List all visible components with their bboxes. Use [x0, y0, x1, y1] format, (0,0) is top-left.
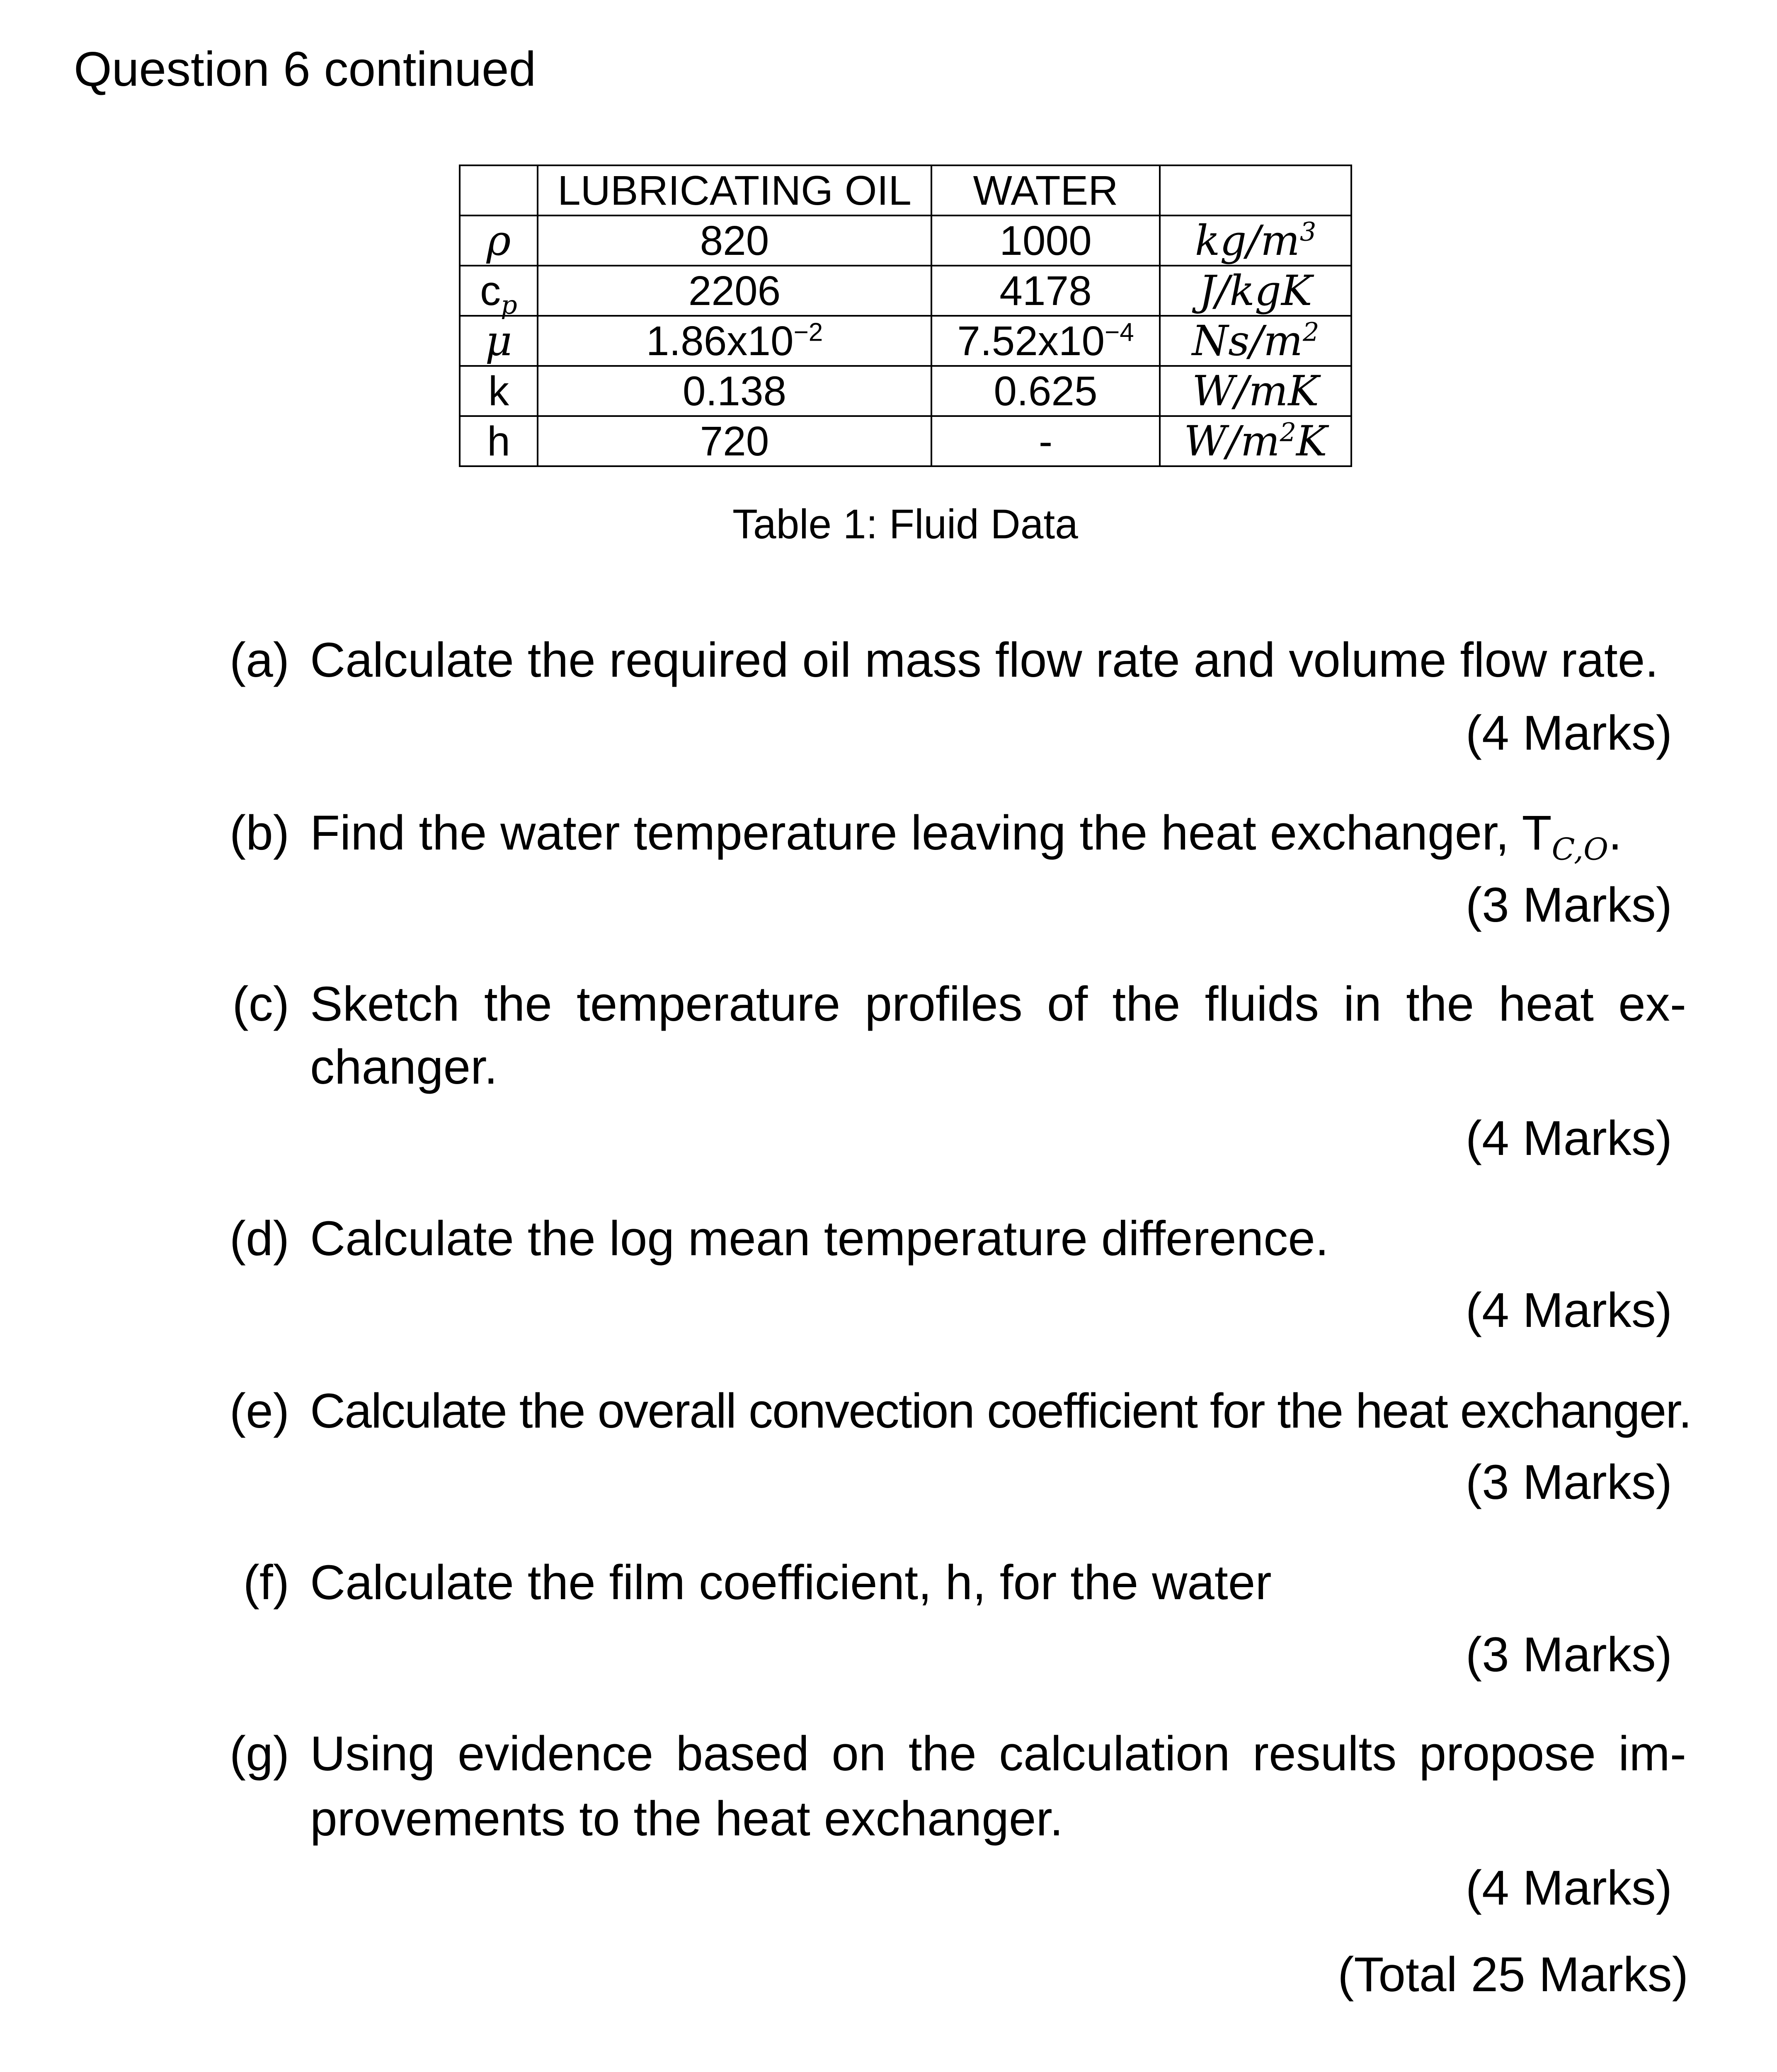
page-heading: Question 6 continued	[74, 42, 536, 97]
oil-value	[538, 366, 931, 416]
unit-text: W/m	[1184, 416, 1280, 465]
question-text-end: .	[1608, 806, 1622, 860]
question-marks: (4 Marks)	[1465, 1861, 1672, 1915]
question-label: (f)	[243, 1555, 289, 1610]
unit-cell	[1160, 215, 1351, 266]
water-value	[931, 215, 1160, 266]
table-row	[460, 266, 1351, 316]
table-caption: Table 1: Fluid Data	[732, 501, 1078, 547]
unit-tail: K	[1296, 416, 1327, 465]
water-value-exponent: −4	[1105, 318, 1134, 347]
question-text: Calculate the log mean temperature difference.	[310, 1211, 1329, 1266]
question-text	[310, 806, 1622, 867]
oil-value-text: 820	[700, 217, 769, 264]
question-marks: (4 Marks)	[1465, 1111, 1672, 1166]
property-symbol-subscript: p	[501, 289, 517, 320]
property-symbol	[460, 266, 538, 320]
table-header-cell	[460, 165, 538, 215]
question-label: (d)	[229, 1211, 289, 1266]
property-symbol: μ	[460, 316, 538, 366]
water-value-text: -	[1038, 418, 1053, 465]
question-marks: (3 Marks)	[1465, 1455, 1672, 1510]
oil-value-text: 720	[700, 418, 769, 465]
water-value	[931, 266, 1160, 316]
oil-value	[538, 416, 931, 466]
water-value-text: 1000	[999, 217, 1092, 264]
water-value-text: 4178	[999, 267, 1092, 314]
question-text: Sketch the temperature profiles of the fluids in the heat ex-	[310, 977, 1686, 1031]
question-text-main: Find the water temperature leaving the heat exchanger, T	[310, 806, 1552, 860]
question-text: Using evidence based on the calculation results propose im-	[310, 1726, 1686, 1781]
question-text-continued: provements to the heat exchanger.	[310, 1791, 1064, 1846]
unit-text: kg/m	[1195, 216, 1300, 265]
question-marks: (3 Marks)	[1465, 878, 1672, 932]
question-label: (b)	[229, 806, 289, 860]
water-value-text: 0.625	[994, 368, 1098, 414]
table-row	[460, 316, 1351, 366]
unit-text: Ns/m	[1192, 316, 1303, 365]
oil-value	[538, 316, 931, 366]
property-symbol-text: c	[480, 267, 501, 314]
water-value	[931, 316, 1160, 366]
question-marks: (3 Marks)	[1465, 1627, 1672, 1682]
unit-exponent: 3	[1299, 216, 1316, 247]
question-text-continued: changer.	[310, 1040, 498, 1094]
table-header-cell: WATER	[931, 165, 1160, 215]
question-label: (e)	[229, 1384, 289, 1438]
unit-cell	[1160, 316, 1351, 366]
question-text: Calculate the film coefficient, h, for the water	[310, 1555, 1272, 1610]
unit-exponent: 2	[1280, 417, 1297, 448]
unit-cell	[1160, 416, 1351, 466]
table-row	[460, 416, 1351, 466]
property-symbol: k	[460, 366, 538, 416]
question-text: Calculate the overall convection coefficient for the heat exchanger.	[310, 1384, 1691, 1438]
table-header-cell	[1160, 165, 1351, 215]
unit-cell	[1160, 266, 1351, 316]
unit-text: W/mK	[1192, 366, 1319, 415]
table-row	[460, 215, 1351, 266]
oil-value	[538, 266, 931, 316]
water-value	[931, 416, 1160, 466]
property-symbol: h	[460, 416, 538, 466]
question-label: (c)	[232, 977, 289, 1031]
question-text: Calculate the required oil mass flow rate and volume flow rate.	[310, 633, 1659, 687]
question-label: (a)	[229, 633, 289, 687]
unit-exponent: 2	[1302, 317, 1319, 347]
property-symbol: ρ	[460, 215, 538, 266]
question-label: (g)	[229, 1726, 289, 1781]
oil-value-exponent: −2	[793, 318, 823, 347]
total-marks: (Total 25 Marks)	[1338, 1947, 1688, 2002]
question-marks: (4 Marks)	[1465, 706, 1672, 760]
water-value	[931, 366, 1160, 416]
oil-value	[538, 215, 931, 266]
oil-value-text: 2206	[688, 267, 781, 314]
table-header-row	[460, 165, 1351, 215]
unit-text: J/kgK	[1199, 266, 1312, 315]
unit-cell	[1160, 366, 1351, 416]
question-marks: (4 Marks)	[1465, 1283, 1672, 1338]
oil-value-text: 0.138	[682, 368, 787, 414]
fluid-data-table	[459, 165, 1352, 467]
oil-value-text: 1.86x10	[646, 317, 794, 364]
table-row	[460, 366, 1351, 416]
water-value-text: 7.52x10	[957, 317, 1105, 364]
table-header-cell: LUBRICATING OIL	[538, 165, 931, 215]
question-text-subscript: C,O	[1552, 832, 1609, 867]
